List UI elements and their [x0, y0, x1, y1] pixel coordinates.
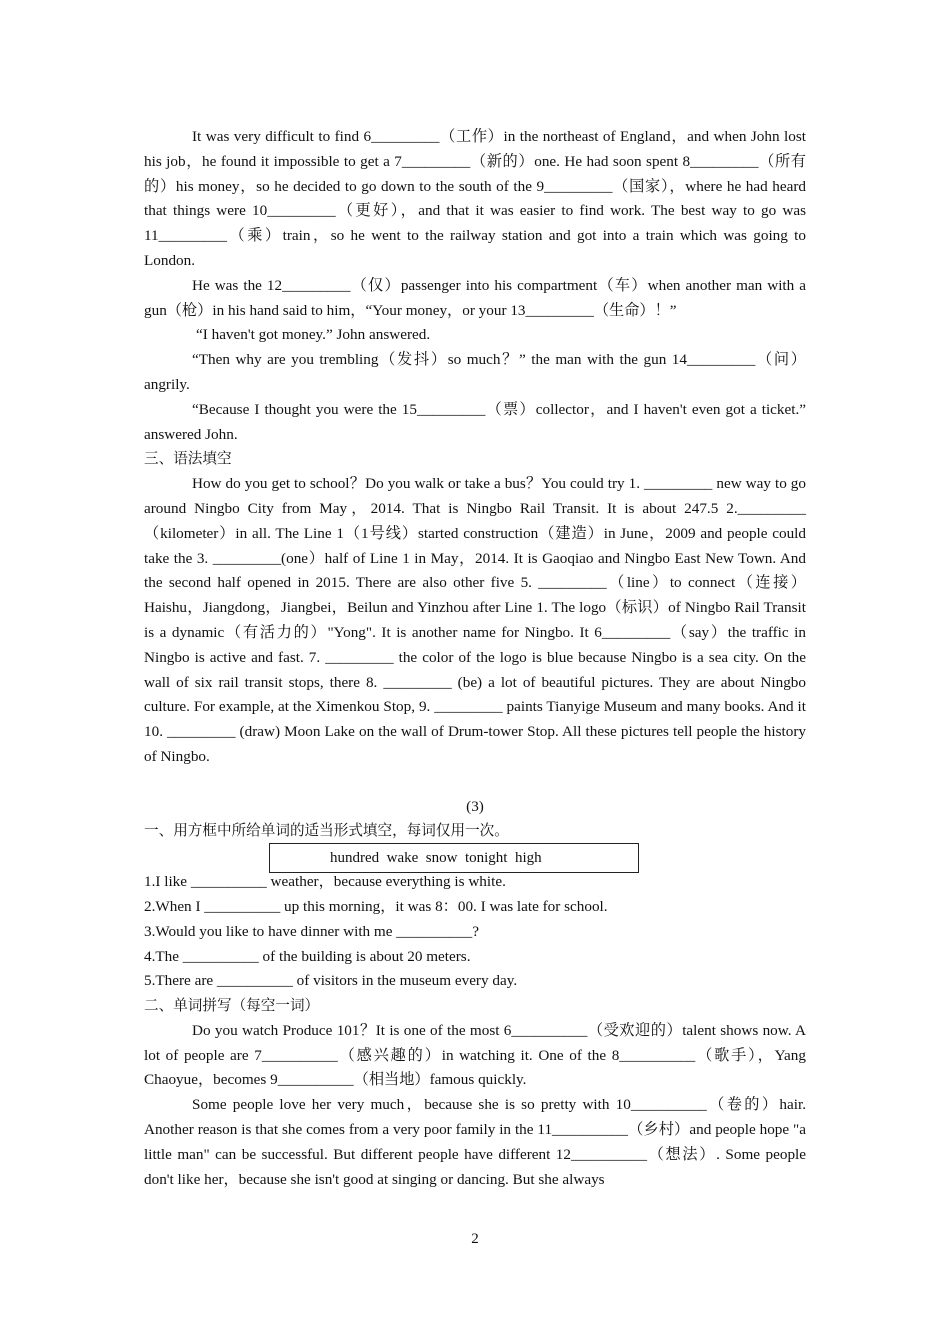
passage-paragraph: “Because I thought you were the 15_________（票）collector，and I haven't even got a ticket.” answered John. — [144, 400, 806, 443]
word-box-row — [144, 844, 806, 870]
exercise-item: 3.Would you like to have dinner with me __________? — [144, 922, 479, 940]
word-box: hundred wake snow tonight high — [269, 843, 639, 873]
exercise-item: 4.The __________ of the building is about 20 meters. — [144, 947, 471, 965]
passage-paragraph: He was the 12_________（仅）passenger into his compartment（车）when another man with a gun（枪）in his hand said to him，“Your money，or your 13_________（生命）！” — [144, 276, 806, 319]
exercise-item: 1.I like __________ weather，because everything is white. — [144, 873, 506, 891]
passage-paragraph: “I haven't got money.” John answered. — [196, 326, 431, 344]
spelling-paragraph: Do you watch Produce 101？It is one of the most 6__________（受欢迎的）talent shows now. A lot of people are 7__________（感兴趣的）in watching it. One of the 8__________（歌手），Yang Chaoyue，becomes 9__________（相当地）famous quickly. — [144, 1021, 806, 1089]
exercise-title: 一、用方框中所给单词的适当形式填空，每词仅用一次。 — [144, 822, 509, 840]
grammar-passage: How do you get to school？Do you walk or take a bus？You could try 1. _________ new way to go around Ningbo City from May，2014. That is Ningbo Rail Transit. It is about 247.5 2._________（kilometer）in all. The Line 1（1号线）started construction（建造）in June，2009 and people could take the 3. _________(one）half of Line 1 in May，2014. It is Gaoqiao and Ningbo East New Town. And the second half opened in 2015. There are also other five 5. _________（line）to connect（连接）Haishu，Jiangdong，Jiangbei，Beilun and Yinzhou after Line 1. The logo（标识）of Ningbo Rail Transit is a dynamic（有活力的）"Yong". It is another name for Ningbo. It 6_________（say）the traffic in Ningbo is active and fast. 7. _________ the color of the logo is blue because Ningbo is a sea city. On the wall of six rail transit stops, there 8. _________ (be) a lot of beautiful pictures. They are about Ningbo culture. For example, at the Ximenkou Stop, 9. _________ paints Tianyige Museum and many books. And it 10. _________ (draw) Moon Lake on the wall of Drum-tower Stop. All these pictures tell people the history of Ningbo. — [144, 475, 806, 765]
spelling-paragraph: Some people love her very much，because she is so pretty with 10__________（卷的）hair. Another reason is that she comes from a very poor family in the 11__________（乡村）and people hope "a little man" can be successful. But different people have different 12__________（想法）. Some people don't like her，because she isn't good at singing or dancing. But she always — [144, 1096, 806, 1188]
section-number: (3) — [466, 797, 484, 815]
exercise-item: 5.There are __________ of visitors in the museum every day. — [144, 972, 518, 990]
passage-paragraph: It was very difficult to find 6_________（工作）in the northeast of England，and when John lost his job，he found it impossible to get a 7_________（新的）one. He had soon spent 8_________（所有的）his money，so he decided to go down to the south of the 9_________（国家），where he had heard that things were 10_________（更好），and that it was easier to find work. The best way to go was 11_________（乘）train，so he went to the railway station and got into a train which was going to London. — [144, 128, 806, 269]
exercise-title: 二、单词拼写（每空一词） — [144, 997, 320, 1015]
section-heading: 三、语法填空 — [144, 450, 232, 468]
spacer — [144, 770, 806, 795]
exercise-item: 2.When I __________ up this morning，it was 8：00. I was late for school. — [144, 897, 608, 915]
page-number: 2 — [471, 1231, 479, 1247]
page-content — [144, 125, 806, 1192]
passage-paragraph: “Then why are you trembling（发抖）so much？” the man with the gun 14_________（问）angrily. — [144, 351, 806, 393]
